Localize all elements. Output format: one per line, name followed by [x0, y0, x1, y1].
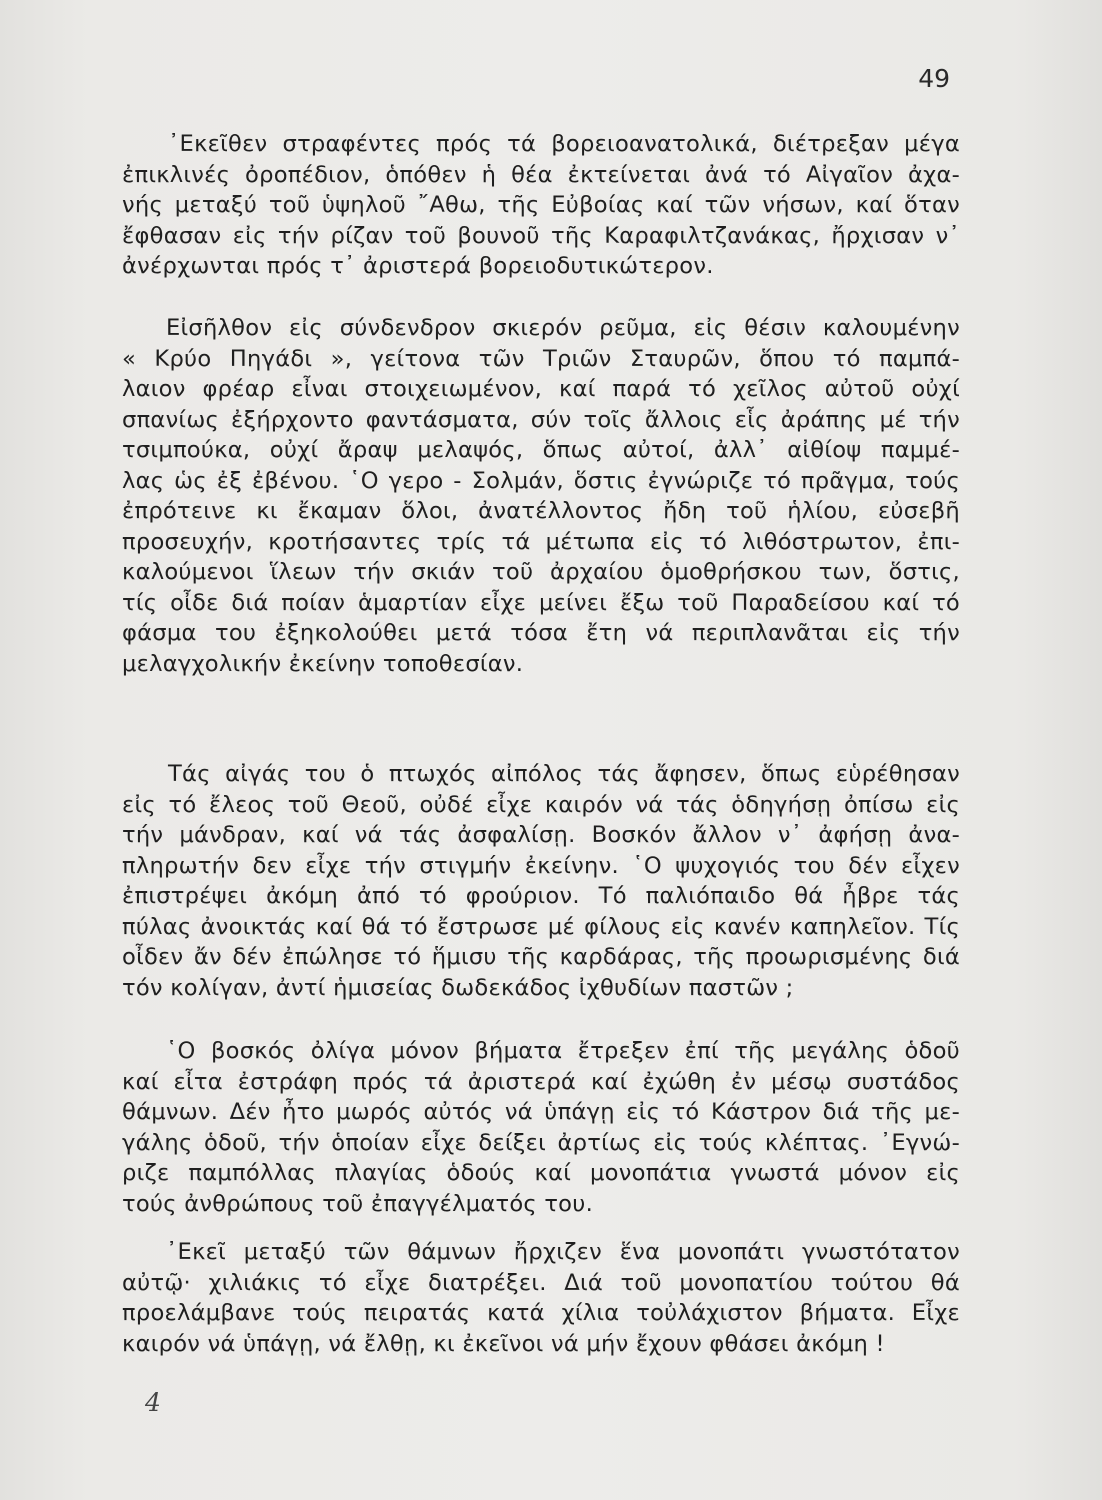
text-line: ριζε παμπόλλας πλαγίας ὁδούς καί μονοπάτια γνωστά μόνον εἰς — [122, 1160, 960, 1186]
text-line: ἐπιστρέψει ἀκόμη ἀπό τό φρούριον. Τό παλιόπαιδο θά ἦβρε τάς — [122, 883, 960, 909]
text-line: « Κρύο Πηγάδι », γείτονα τῶν Τριῶν Σταυρῶν, ὅπου τό παμπά- — [122, 345, 960, 372]
text-line: Εἰσῆλθον εἰς σύνδενδρον σκιερόν ρεῦμα, εἰς θέσιν καλουμένην — [166, 315, 960, 341]
text-line: καί εἶτα ἐστράφη πρός τά ἀριστερά καί ἐχώθη ἐν μέσῳ συστάδος — [122, 1068, 960, 1095]
text-line: μελαγχολικήν ἐκείνην τοποθεσίαν. — [122, 650, 524, 677]
text-line: ἔφθασαν εἰς τήν ρίζαν τοῦ βουνοῦ τῆς Καραφιλτζανάκας, ἤρχισαν ν᾽ — [122, 222, 960, 249]
text-line: λαιον φρέαρ εἶναι στοιχειωμένον, καί παρά τό χεῖλος αὐτοῦ οὐχί — [122, 376, 960, 402]
paragraph-4 — [122, 1036, 960, 1219]
text-line: οἶδεν ἄν δέν ἐπώλησε τό ἥμισυ τῆς καρδάρας, τῆς προωρισμένης διά — [122, 944, 960, 970]
text-line: φάσμα του ἐξηκολούθει μετά τόσα ἔτη νά περιπλανᾶται εἰς τήν — [122, 620, 960, 646]
text-line: τσιμπούκα, οὐχί ἄραψ μελαψός, ὅπως αὐτοί, ἀλλ᾽ αἰθίοψ παμμέ- — [122, 437, 960, 463]
text-line: γάλης ὁδοῦ, τήν ὁποίαν εἶχε δείξει ἀρτίως εἰς τούς κλέπτας. ᾿Εγνώ- — [122, 1129, 960, 1156]
paragraph-3 — [122, 759, 960, 1003]
text-line: τόν κολίγαν, ἀντί ἡμισείας δωδεκάδος ἰχθυδίων παστῶν ; — [122, 974, 794, 1001]
text-line: τήν μάνδραν, καί νά τάς ἀσφαλίσῃ. Βοσκόν ἄλλον ν᾽ ἀφήσῃ ἀνα- — [122, 822, 960, 848]
text-line: προελάμβανε τούς πειρατάς κατά χίλια τοὐλάχιστον βήματα. Εἶχε — [122, 1300, 960, 1326]
text-line: πληρωτήν δεν εἶχε τήν στιγμήν ἐκείνην. ῾Ο ψυχογιός του δέν εἶχεν — [122, 852, 960, 879]
signature-mark: 4 — [145, 1388, 161, 1417]
text-line: ᾿Εκεῖθεν στραφέντες πρός τά βορειοανατολικά, διέτρεξαν μέγα — [168, 131, 960, 157]
page-number: 49 — [918, 64, 950, 93]
text-line: ἐπρότεινε κι ἔκαμαν ὅλοι, ἀνατέλλοντος ἤδη τοῦ ἡλίου, εὐσεβῆ — [122, 498, 960, 524]
text-line: νής μεταξύ τοῦ ὑψηλοῦ ῎Αθω, τῆς Εὐβοίας καί τῶν νήσων, καί ὅταν — [122, 192, 960, 218]
text-line: λας ὡς ἐξ ἐβένου. ῾Ο γερο - Σολμάν, ὅστις ἐγνώριζε τό πρᾶγμα, τούς — [122, 467, 960, 494]
text-line: καιρόν νά ὑπάγῃ, νά ἔλθῃ, κι ἐκεῖνοι νά μήν ἔχουν φθάσει ἀκόμη ! — [122, 1330, 885, 1357]
paragraph-1 — [122, 129, 960, 282]
text-line: ἀνέρχωνται πρός τ᾽ ἀριστερά βορειοδυτικώτερον. — [122, 253, 714, 279]
text-line: προσευχήν, κροτήσαντες τρίς τά μέτωπα εἰς τό λιθόστρωτον, ἐπι- — [122, 528, 960, 555]
text-line: εἰς τό ἔλεος τοῦ Θεοῦ, οὐδέ εἶχε καιρόν νά τάς ὁδηγήσῃ ὀπίσω εἰς — [122, 791, 960, 818]
paragraph-2 — [122, 313, 960, 679]
paragraph-5 — [122, 1237, 960, 1359]
text-line: σπανίως ἐξήρχοντο φαντάσματα, σύν τοῖς ἄλλοις εἷς ἀράπης μέ τήν — [122, 406, 960, 433]
text-line: ἐπικλινές ὀροπέδιον, ὁπόθεν ἡ θέα ἐκτείνεται ἀνά τό Αἰγαῖον ἀχα- — [122, 161, 960, 188]
text-line: αὐτῷ· χιλιάκις τό εἶχε διατρέξει. Διά τοῦ μονοπατίου τούτου θά — [122, 1269, 960, 1296]
text-line: ᾿Εκεῖ μεταξύ τῶν θάμνων ἤρχιζεν ἕνα μονοπάτι γνωστότατον — [166, 1239, 960, 1265]
text-line: Τάς αἰγάς του ὁ πτωχός αἰπόλος τάς ἄφησεν, ὅπως εὑρέθησαν — [168, 761, 960, 787]
text-line: τούς ἀνθρώπους τοῦ ἐπαγγέλματός του. — [122, 1190, 594, 1217]
text-line: πύλας ἀνοικτάς καί θά τό ἔστρωσε μέ φίλους εἰς κανέν καπηλεῖον. Τίς — [122, 913, 960, 940]
text-line: θάμνων. Δέν ἦτο μωρός αὐτός νά ὑπάγῃ εἰς τό Κάστρον διά τῆς με- — [122, 1099, 960, 1125]
text-line: ῾Ο βοσκός ὀλίγα μόνον βήματα ἔτρεξεν ἐπί τῆς μεγάλης ὁδοῦ — [166, 1038, 960, 1064]
text-line: τίς οἶδε διά ποίαν ἁμαρτίαν εἶχε μείνει ἔξω τοῦ Παραδείσου καί τό — [122, 589, 960, 616]
text-line: καλούμενοι ἵλεων τήν σκιάν τοῦ ἀρχαίου ὁμοθρήσκου των, ὅστις, — [122, 559, 960, 585]
